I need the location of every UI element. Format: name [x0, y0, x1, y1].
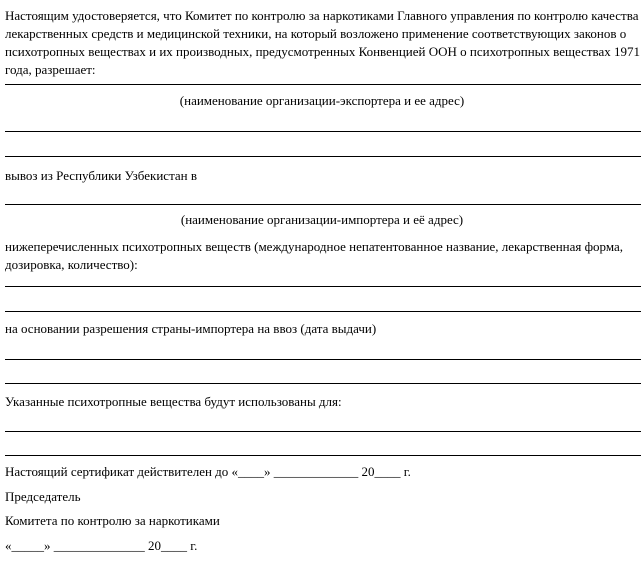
exporter-line: [5, 84, 641, 85]
import-permit-text: на основании разрешения страны-импортера на ввоз (дата выдачи): [5, 321, 377, 336]
importer-line: [5, 204, 641, 205]
blank-line: [5, 431, 641, 432]
blank-line: [5, 359, 641, 360]
importer-caption: (наименование организации-импортера и её адрес): [180, 212, 464, 227]
intro-text: Настоящим удостоверяется, что Комитет по контролю за наркотиками Главного управления по контролю качества лекарственных средств и медицинской техники, на который возложено применение соответствующих законов о психотропных веществах и их производных, предусмотренных Конвенцией ООН о психотропных веществах 1971 года, разрешает:: [5, 8, 641, 77]
blank-line: [5, 311, 641, 312]
usage-text: Указанные психотропные вещества будут использованы для:: [5, 394, 342, 409]
blank-line: [5, 131, 641, 132]
blank-line: [5, 156, 641, 157]
blank-line: [5, 286, 641, 287]
blank-line: [5, 455, 641, 456]
blank-line: [5, 383, 641, 384]
exporter-caption: (наименование организации-экспортера и ее адрес): [179, 93, 465, 108]
date-line: «_____» ______________ 20____ г.: [5, 538, 198, 553]
committee-text: Комитета по контролю за наркотиками: [5, 513, 220, 528]
substances-text: нижеперечисленных психотропных веществ (международное непатентованное название, лекарственная форма, дозировка, количество):: [5, 239, 624, 272]
validity-text: Настоящий сертификат действителен до «____» _____________ 20____ г.: [5, 464, 411, 479]
chairman-text: Председатель: [5, 489, 81, 504]
export-from-text: вывоз из Республики Узбекистан в: [5, 168, 198, 183]
